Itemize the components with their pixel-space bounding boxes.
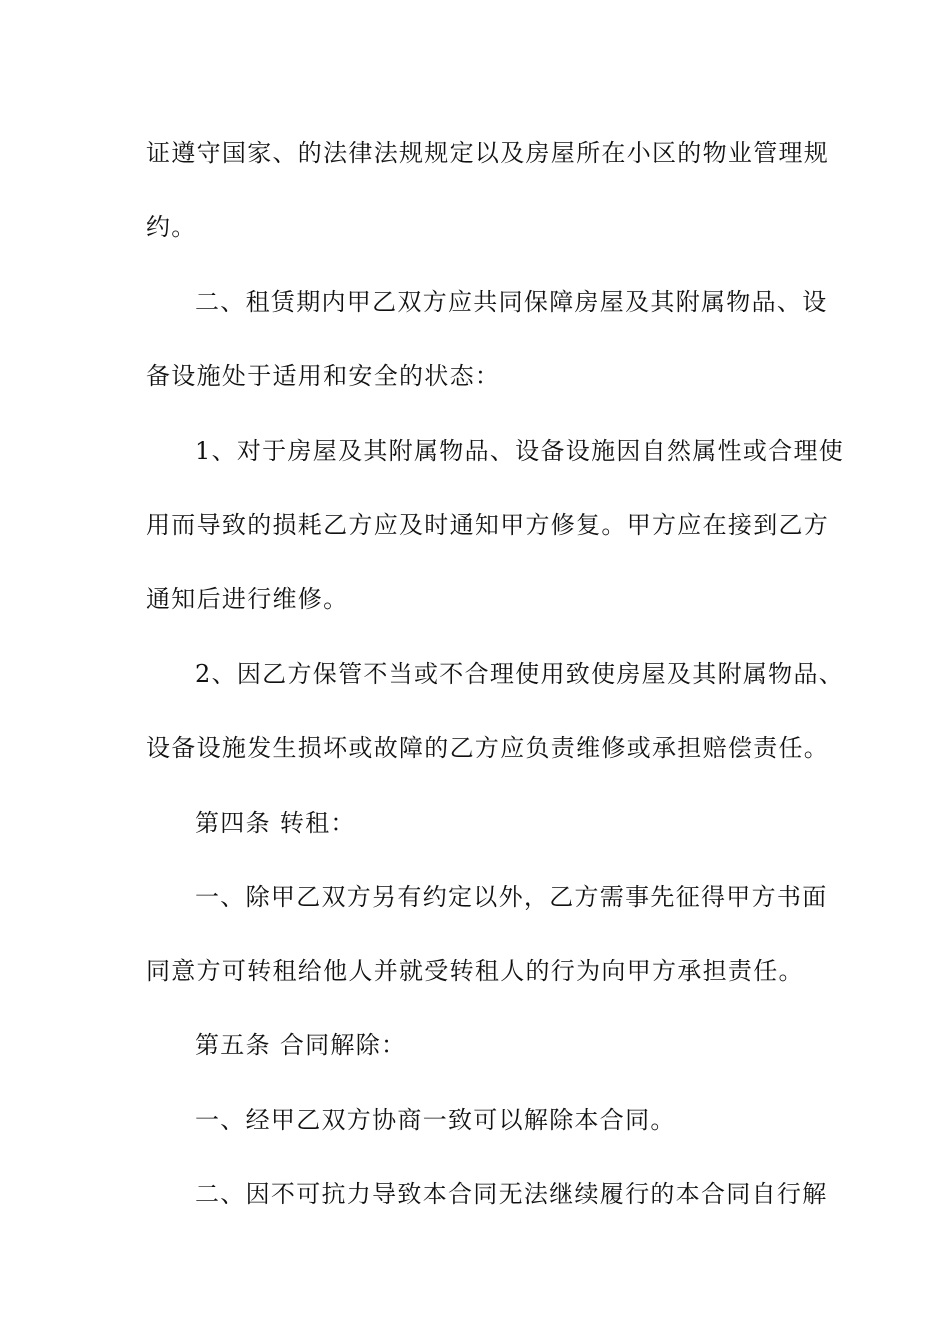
paragraph-line: 二、租赁期内甲乙双方应共同保障房屋及其附属物品、设 [195, 288, 828, 316]
section-heading: 第四条 转租： [195, 809, 356, 837]
text-line: 通知后进行维修。 [146, 585, 349, 613]
text-line: 约。 [146, 213, 197, 241]
text-line: 备设施处于适用和安全的状态： [146, 362, 501, 390]
paragraph-line: 二、因不可抗力导致本合同无法继续履行的本合同自行解 [195, 1180, 828, 1208]
paragraph-line: 一、除甲乙双方另有约定以外，乙方需事先征得甲方书面 [195, 883, 828, 911]
text-line: 用而导致的损耗乙方应及时通知甲方修复。甲方应在接到乙方 [146, 511, 830, 539]
text-line: 设备设施发生损坏或故障的乙方应负责维修或承担赔偿责任。 [146, 734, 830, 762]
section-heading: 第五条 合同解除： [195, 1031, 407, 1059]
text-line: 同意方可转租给他人并就受转租人的行为向甲方承担责任。 [146, 957, 804, 985]
paragraph-line: 1、对于房屋及其附属物品、设备设施因自然属性或合理使 [195, 437, 845, 465]
text-line: 证遵守国家、的法律法规规定以及房屋所在小区的物业管理规 [146, 139, 830, 167]
paragraph-line: 一、经甲乙双方协商一致可以解除本合同。 [195, 1106, 676, 1134]
paragraph-line: 2、因乙方保管不当或不合理使用致使房屋及其附属物品、 [195, 660, 845, 688]
